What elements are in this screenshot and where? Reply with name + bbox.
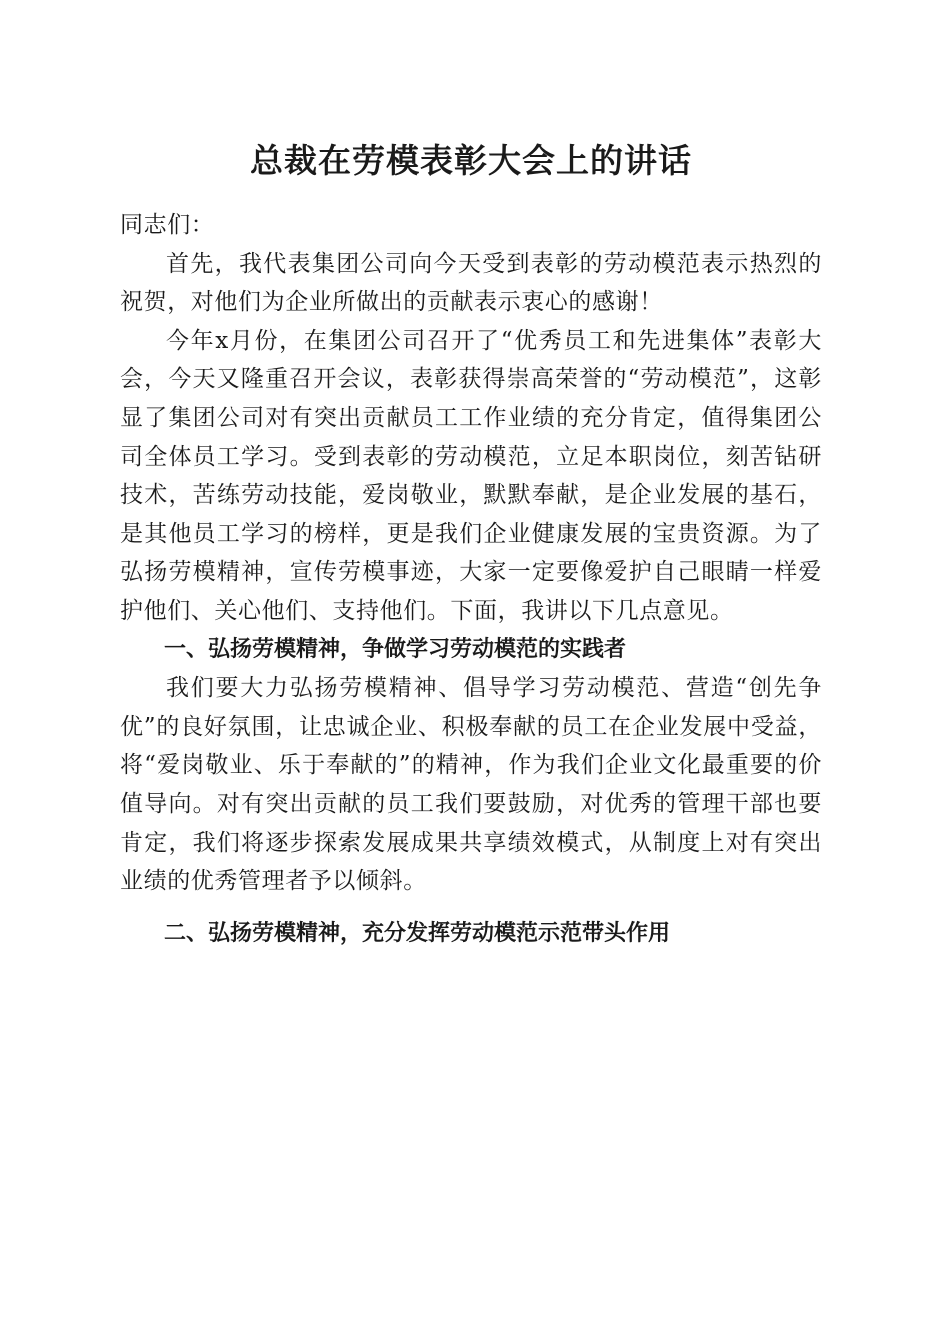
- section-heading-1: 一、弘扬劳模精神，争做学习劳动模范的实践者: [164, 636, 627, 662]
- salutation: 同志们：: [120, 212, 215, 238]
- paragraph-background: 今年x月份，在集团公司召开了“优秀员工和先进集体”表彰大会，今天又隆重召开会议，表彰获得崇高荣誉的“劳动模范”，这彰显了集团公司对有突出贡献员工工作业绩的充分肯定，值得集团公司全体员工学习。受到表彰的劳动模范，立足本职岗位，刻苦钻研技术，苦练劳动技能，爱岗敬业，默默奉献，是企业发展的基石，是其他员工学习的榜样，更是我们企业健康发展的宝贵资源。为了弘扬劳模精神，宣传劳模事迹，大家一定要像爱护自己眼睛一样爱护他们、关心他们、支持他们。下面，我讲以下几点意见。: [120, 327, 822, 624]
- section-1-paragraph: 我们要大力弘扬劳模精神、倡导学习劳动模范、营造“创先争优”的良好氛围，让忠诚企业、积极奉献的员工在企业发展中受益，将“爱岗敬业、乐于奉献的”的精神，作为我们企业文化最重要的价值导向。对有突出贡献的员工我们要鼓励，对优秀的管理干部也要肯定，我们将逐步探索发展成果共享绩效模式，从制度上对有突出业绩的优秀管理者予以倾斜。: [120, 675, 822, 895]
- document-body: [120, 206, 822, 953]
- paragraph-opening: 首先，我代表集团公司向今天受到表彰的劳动模范表示热烈的祝贺，对他们为企业所做出的贡献表示衷心的感谢！: [120, 250, 822, 316]
- document-title: 总裁在劳模表彰大会上的讲话: [250, 141, 692, 180]
- section-heading-2: 二、弘扬劳模精神，充分发挥劳动模范示范带头作用: [164, 920, 671, 946]
